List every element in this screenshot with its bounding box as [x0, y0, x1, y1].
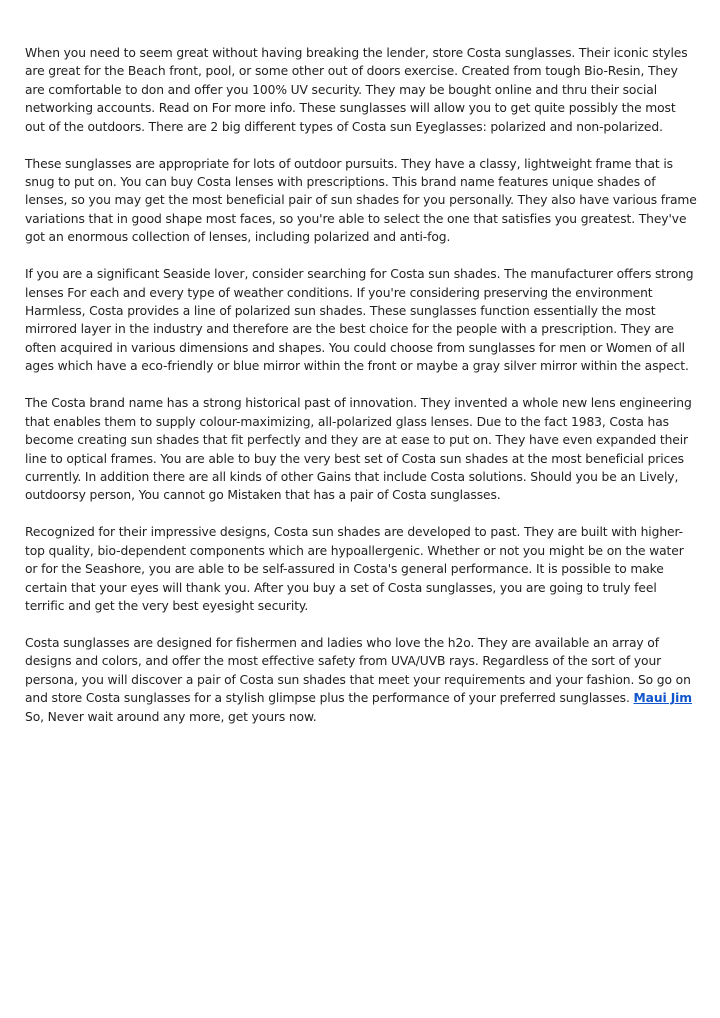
paragraph-1: When you need to seem great without having breaking the lender, store Costa sunglasses. Their iconic styles are great for the Beach front, pool, or some other out of doors exercise. Created from tough Bio-Resin, They are comfortable to don and offer you 100% UV security. They may be bought online and thru their social networking accounts. Read on For more info. These sunglasses will allow you to get quite possibly the most out of the outdoors. There are 2 big different types of Costa sun Eyeglasses: polarized and non-polarized. [25, 46, 688, 134]
paragraph-4: The Costa brand name has a strong historical past of innovation. They invented a whole new lens engineering that enables them to supply colour-maximizing, all-polarized glass lenses. Due to the fact 1983, Costa has become creating sun shades that fit perfectly and they are at ease to put on. They have even expanded their line to optical frames. You are able to buy the very best set of Costa sun shades at the most beneficial prices currently. In addition there are all kinds of other Gains that include Costa solutions. Should you be an Lively, outdoorsy person, You cannot go Mistaken that has a pair of Costa sunglasses. [25, 396, 692, 503]
paragraph-3: If you are a significant Seaside lover, consider searching for Costa sun shades. The manufacturer offers strong lenses For each and every type of weather conditions. If you're considering preserving the environment Harmless, Costa provides a line of polarized sun shades. These sunglasses function essentially the most mirrored layer in the industry and therefore are the best choice for the people with a prescription. They are often acquired in various dimensions and shapes. You could choose from sunglasses for men or Women of all ages which have a eco-friendly or blue mirror within the front or maybe a gray silver mirror within the aspect. [25, 267, 694, 374]
paragraph-6-text-after: So, Never wait around any more, get yours now. [25, 709, 317, 724]
maui-jim-link[interactable]: Maui Jim [633, 691, 693, 706]
paragraph-2: These sunglasses are appropriate for lots of outdoor pursuits. They have a classy, lightweight frame that is snug to put on. You can buy Costa lenses with prescriptions. This brand name features unique shades of lenses, so you may get the most beneficial pair of sun shades for you personally. They also have various frame variations that in good shape most faces, so you're able to select the one that satisfies you greatest. They've got an enormous collection of lenses, including polarized and anti-fog. [25, 156, 697, 245]
paragraph-6-text-before: Costa sunglasses are designed for fishermen and ladies who love the h2o. They are available an array of designs and colors, and offer the most effective safety from UVA/UVB rays. Regardless of the sort of your persona, you will discover a pair of Costa sun shades that meet your requirements and your fashion. So go on and store Costa sunglasses for a stylish glimpse plus the performance of your preferred sunglasses. [25, 635, 691, 706]
paragraph-5: Recognized for their impressive designs, Costa sun shades are developed to past. They are built with higher-top quality, bio-dependent components which are hypoallergenic. Whether or not you might be on the water or for the Seashore, you are able to be self-assured in Costa's general performance. It is possible to make certain that your eyes will thank you. After you buy a set of Costa sunglasses, you are going to truly feel terrific and get the very best eyesight security. [25, 525, 684, 613]
paragraph-6 [25, 634, 697, 726]
document-body [25, 44, 697, 745]
